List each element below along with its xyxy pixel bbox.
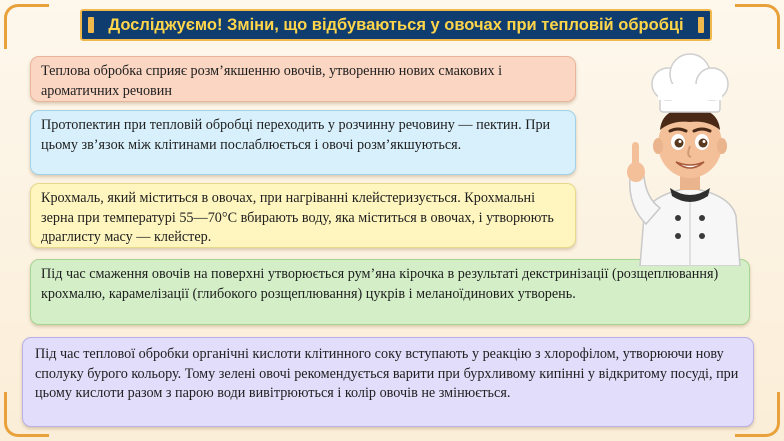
info-card-starch: Крохмаль, який міститься в овочах, при нагріванні клейстеризується. Крохмальні зерна при температурі 55—70°С вбирають воду, яка міститься в овочах, і утворюють драглисту масу — клейстер. xyxy=(30,183,576,248)
info-card-acids: Під час теплової обробки органічні кислоти клітинного соку вступають у реакцію з хлорофілом, утворюючи нову сполуку бурого кольору. Тому зелені овочі рекомендується варити при бурхливому кипінні у відкритому посуді, при цьому кислоти разом з парою води вивітрюються і колір овочів не змінюється. xyxy=(22,337,754,427)
title-accent-right xyxy=(698,17,704,33)
chef-icon xyxy=(600,46,780,266)
title-bar xyxy=(80,9,712,41)
info-card-pectin: Протопектин при тепловій обробці переходить у розчинну речовину — пектин. При цьому зв’язок між клітинами послаблюється і овочі розм’якшуються. xyxy=(30,110,576,175)
frame-corner-top-left xyxy=(4,4,49,49)
frame-corner-top-right xyxy=(735,4,780,49)
info-card-softening: Теплова обробка сприяє розм’якшенню овочів, утворенню нових смакових і ароматичних речовин xyxy=(30,56,576,102)
page-title: Досліджуємо! Зміни, що відбуваються у овочах при тепловій обробці xyxy=(108,15,684,34)
info-card-frying: Під час смаження овочів на поверхні утворюється рум’яна кірочка в результаті декстринізації (розщеплювання) крохмалю, карамелізації (глибокого розщеплювання) цукрів і меланоїдинових утворень. xyxy=(30,259,750,325)
title-accent-left xyxy=(88,17,94,33)
